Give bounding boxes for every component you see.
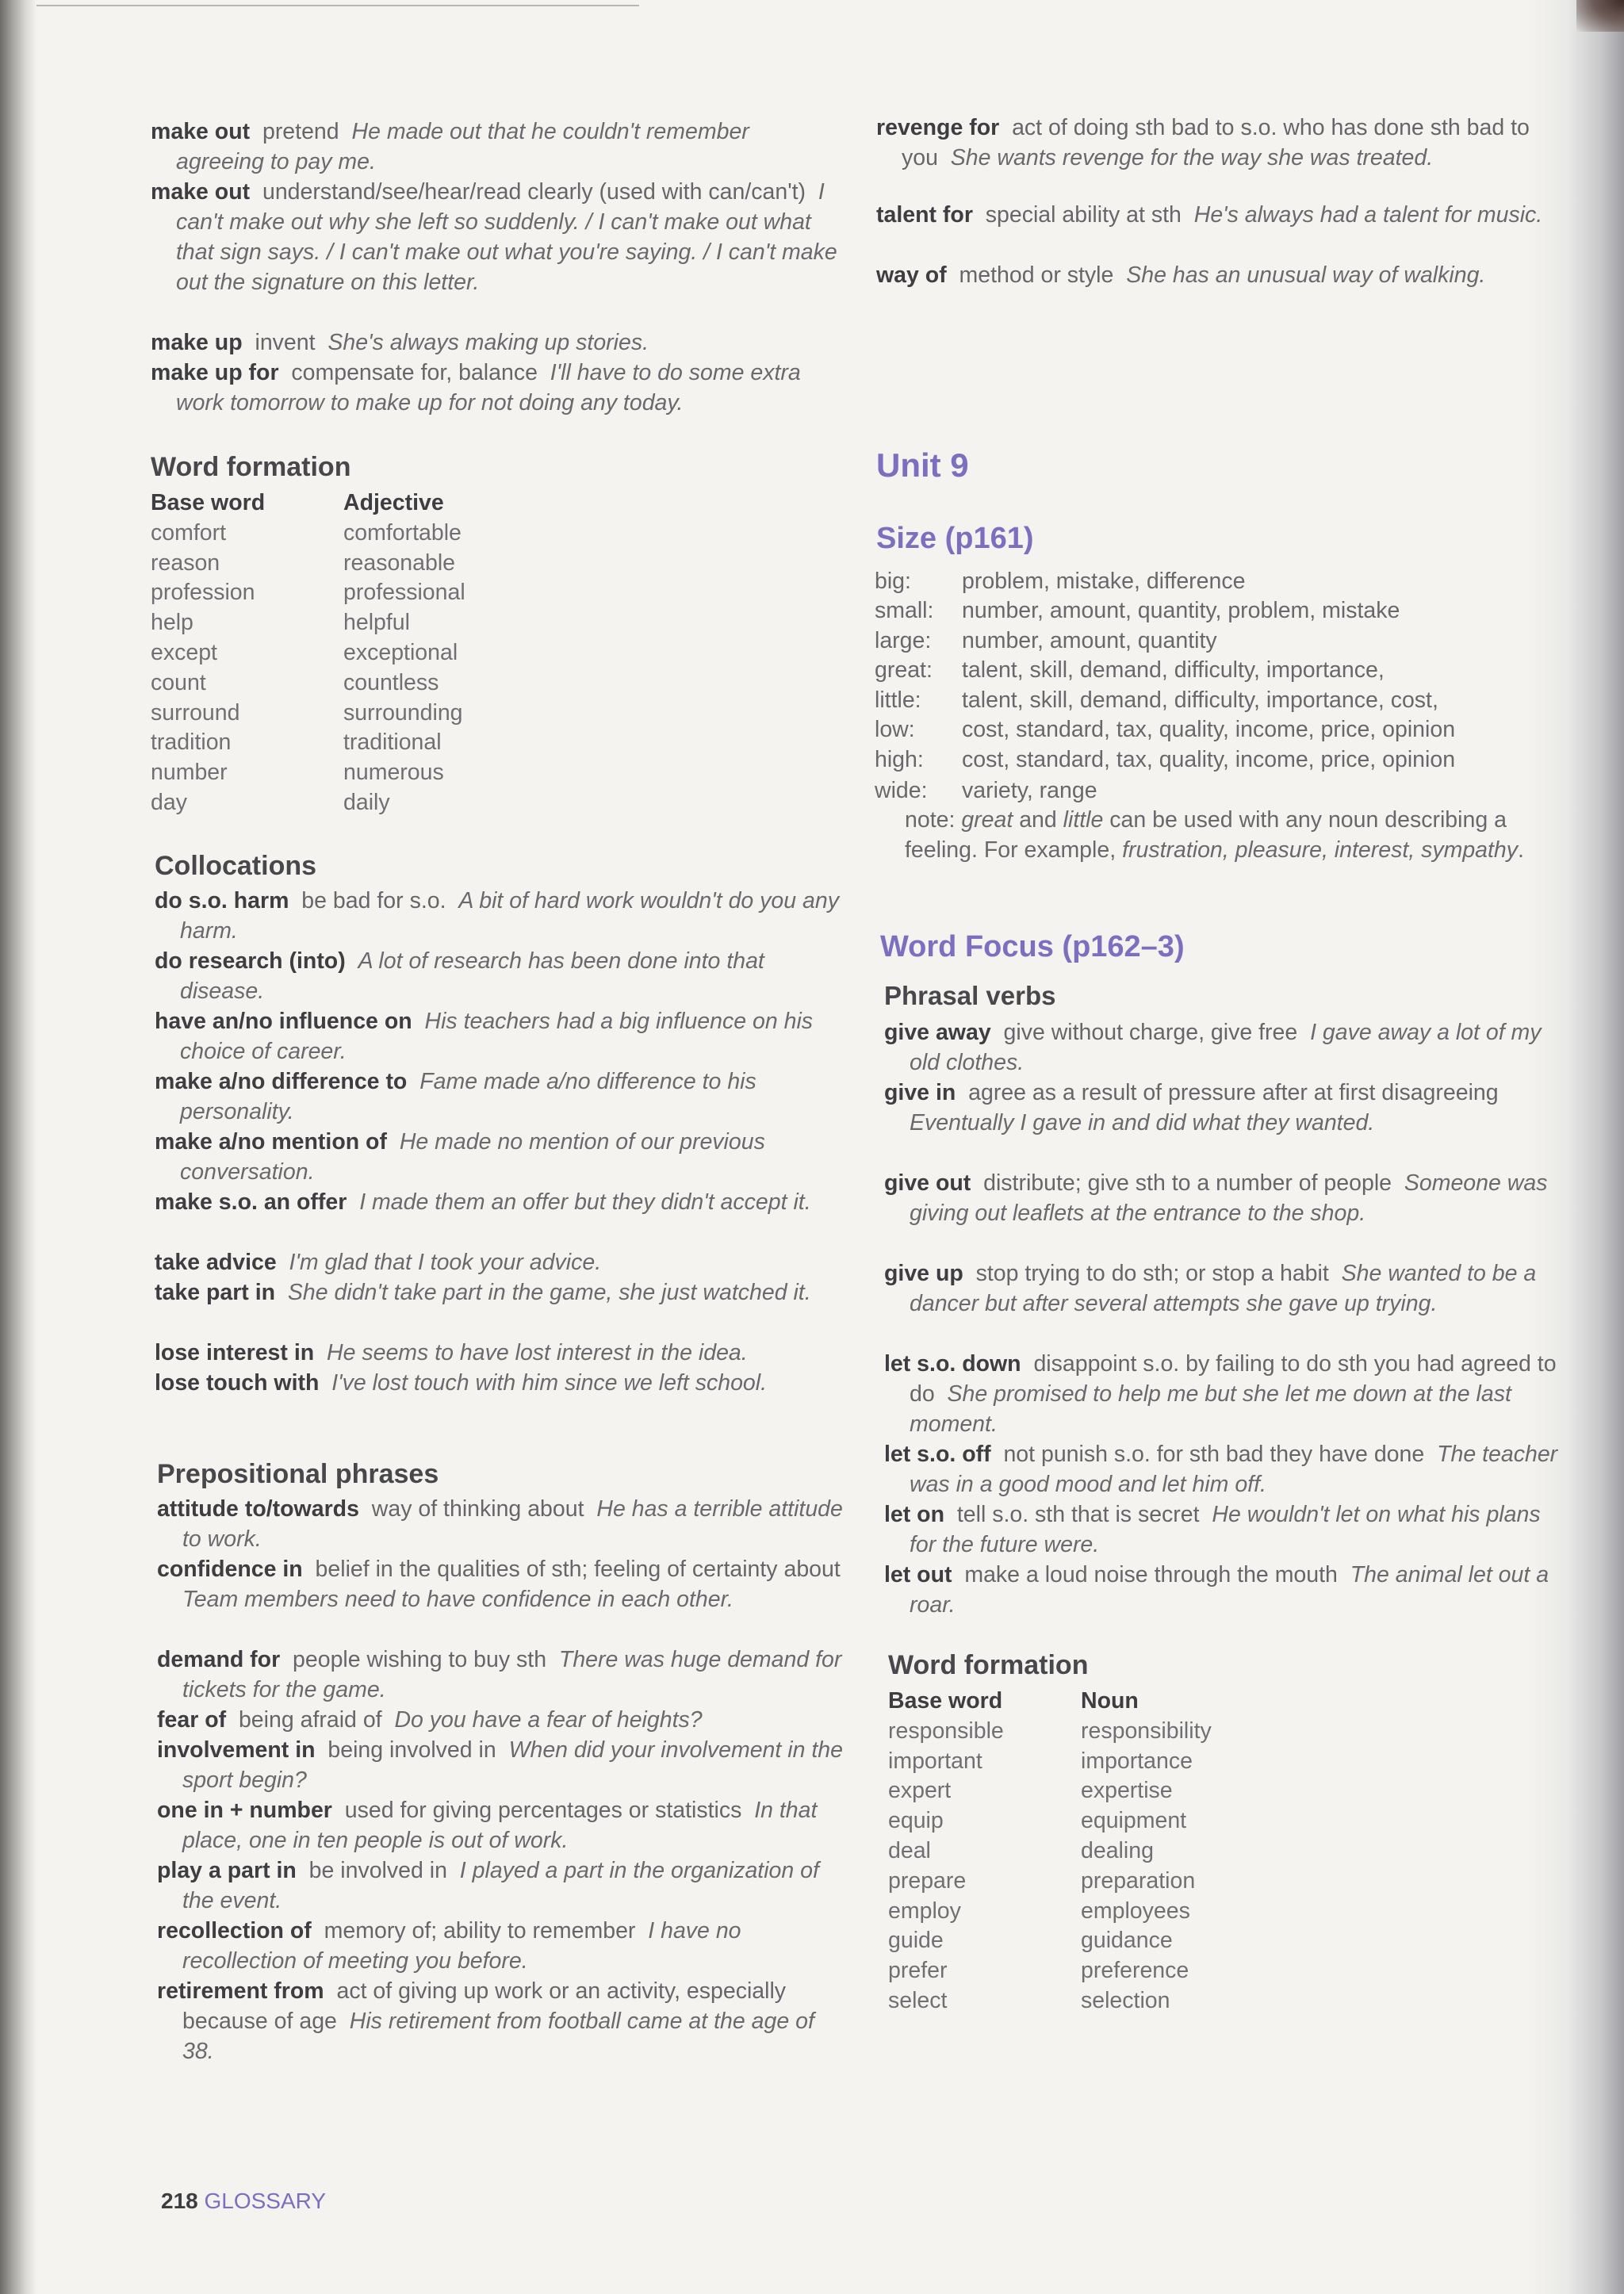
entry-term: do research (into) bbox=[155, 948, 346, 974]
glossary-entry bbox=[884, 1078, 1558, 1138]
size-adjective: little: bbox=[875, 687, 921, 713]
size-row bbox=[875, 745, 1455, 775]
entry-example: She's always making up stories. bbox=[327, 330, 649, 355]
entry-example: Fame made a/no difference to his personality. bbox=[180, 1069, 756, 1124]
table-row bbox=[888, 1836, 1212, 1867]
derived-word: dealing bbox=[1081, 1837, 1154, 1863]
glossary-entry bbox=[876, 200, 1550, 230]
glossary-entry bbox=[155, 946, 845, 1006]
table-row bbox=[888, 1776, 1212, 1806]
size-nouns: cost, standard, tax, quality, income, price, opinion bbox=[962, 717, 1456, 742]
entry-term: give away bbox=[884, 1020, 991, 1045]
size-row bbox=[875, 655, 1385, 685]
base-word: tradition bbox=[151, 730, 232, 756]
entry-definition: distribute; give sth to a number of people bbox=[983, 1170, 1392, 1196]
entry-term: give up bbox=[884, 1261, 963, 1286]
entry-term: make out bbox=[151, 179, 251, 205]
table-row bbox=[888, 1717, 1212, 1747]
column-header: Base word bbox=[151, 490, 266, 515]
table-row bbox=[151, 699, 465, 729]
column-header: Adjective bbox=[343, 490, 444, 515]
glossary-entry bbox=[884, 1560, 1558, 1620]
table-header-row bbox=[151, 488, 465, 519]
table-row bbox=[151, 788, 465, 818]
entry-definition: be bad for s.o. bbox=[301, 888, 446, 913]
entry-term: retirement from bbox=[157, 1978, 324, 2004]
size-nouns: problem, mistake, difference bbox=[962, 569, 1246, 594]
derived-word: responsibility bbox=[1081, 1718, 1212, 1744]
note-prefix: note: bbox=[905, 807, 962, 833]
base-word: guide bbox=[888, 1928, 944, 1954]
entry-definition: act of doing sth bad to s.o. who has done sth bad to you bbox=[902, 115, 1530, 170]
entry-definition: belief in the qualities of sth; feeling of certainty about bbox=[315, 1557, 841, 1582]
entry-term: make out bbox=[151, 119, 251, 144]
entry-example: He seems to have lost interest in the idea. bbox=[327, 1340, 748, 1365]
base-word: equip bbox=[888, 1808, 944, 1834]
entry-term: make up for bbox=[151, 360, 279, 385]
glossary-entry bbox=[157, 1645, 847, 1705]
entry-term: have an/no influence on bbox=[155, 1009, 412, 1034]
entry-example: I've lost touch with him since we left school. bbox=[331, 1370, 768, 1396]
glossary-entry bbox=[884, 1349, 1558, 1439]
page-footer bbox=[161, 2189, 326, 2214]
glossary-entry bbox=[151, 327, 841, 358]
derived-word: numerous bbox=[343, 760, 444, 786]
entry-example: He's always had a talent for music. bbox=[1193, 202, 1543, 228]
table-row bbox=[151, 608, 465, 638]
derived-word: helpful bbox=[343, 610, 410, 636]
size-nouns: talent, skill, demand, difficulty, importance, cost, bbox=[962, 687, 1438, 713]
size-row bbox=[875, 714, 1455, 745]
base-word: select bbox=[888, 1987, 948, 2013]
size-nouns: number, amount, quantity, problem, mistake bbox=[962, 598, 1400, 623]
size-adjective: low: bbox=[875, 717, 915, 742]
page-corner bbox=[1576, 0, 1624, 32]
word-formation-table bbox=[888, 1687, 1212, 2016]
entry-definition: disappoint s.o. by failing to do sth you had agreed to do bbox=[910, 1351, 1557, 1407]
glossary-entry bbox=[155, 886, 845, 946]
entry-term: give in bbox=[884, 1080, 956, 1105]
note-text: can be used with any noun describing a feeling. For example, bbox=[905, 807, 1507, 863]
glossary-entry bbox=[876, 113, 1550, 173]
base-word: deal bbox=[888, 1837, 931, 1863]
table-row bbox=[888, 1747, 1212, 1777]
entry-term: attitude to/towards bbox=[157, 1496, 359, 1522]
table-row bbox=[151, 578, 465, 608]
section-heading-collocations: Collocations bbox=[155, 851, 317, 881]
size-row bbox=[875, 596, 1400, 626]
entry-term: make a/no difference to bbox=[155, 1069, 408, 1094]
entry-definition: used for giving percentages or statistics bbox=[344, 1798, 742, 1823]
table-row bbox=[888, 1926, 1212, 1956]
size-nouns: cost, standard, tax, quality, income, price, opinion bbox=[962, 747, 1456, 772]
entry-example: I gave away a lot of my old clothes. bbox=[910, 1020, 1542, 1075]
entry-example: I'll have to do some extra work tomorrow to make up for not doing any today. bbox=[176, 360, 801, 416]
glossary-entry bbox=[151, 177, 841, 297]
size-note bbox=[905, 805, 1531, 865]
entry-definition: not punish s.o. for sth bad they have done bbox=[1003, 1442, 1425, 1467]
size-nouns: variety, range bbox=[962, 778, 1097, 803]
glossary-entry bbox=[157, 1916, 847, 1976]
size-adjective: high: bbox=[875, 747, 924, 772]
derived-word: preference bbox=[1081, 1958, 1189, 1984]
derived-word: equipment bbox=[1081, 1808, 1187, 1834]
entry-term: give out bbox=[884, 1170, 971, 1196]
base-word: profession bbox=[151, 580, 255, 606]
base-word: important bbox=[888, 1748, 982, 1774]
entry-example: He made no mention of our previous conversation. bbox=[180, 1129, 765, 1185]
column-header: Base word bbox=[888, 1688, 1003, 1714]
derived-word: daily bbox=[343, 789, 390, 815]
derived-word: preparation bbox=[1081, 1867, 1196, 1894]
entry-example: Team members need to have confidence in each other. bbox=[182, 1587, 733, 1612]
glossary-entry bbox=[157, 1494, 847, 1554]
note-word: great bbox=[961, 807, 1013, 833]
entry-definition: special ability at sth bbox=[985, 202, 1182, 228]
entry-example: I played a part in the organization of the event. bbox=[182, 1858, 819, 1913]
table-row bbox=[151, 519, 465, 549]
base-word: day bbox=[151, 789, 187, 815]
entry-example: A lot of research has been done into that disease. bbox=[180, 948, 764, 1004]
base-word: count bbox=[151, 669, 206, 695]
page-binding-shadow bbox=[0, 0, 36, 2294]
entry-example: A bit of hard work wouldn't do you any harm. bbox=[180, 888, 840, 944]
note-text: . bbox=[1518, 837, 1524, 863]
entry-term: let on bbox=[884, 1502, 944, 1527]
derived-word: selection bbox=[1081, 1987, 1170, 2013]
entry-definition: be involved in bbox=[308, 1858, 447, 1883]
unit-heading: Unit 9 bbox=[876, 446, 969, 484]
entry-definition: understand/see/hear/read clearly (used with can/can't) bbox=[262, 179, 806, 205]
derived-word: professional bbox=[343, 580, 465, 606]
table-row bbox=[151, 728, 465, 758]
size-adjective: small: bbox=[875, 598, 934, 623]
entry-definition: people wishing to buy sth bbox=[293, 1647, 547, 1672]
base-word: reason bbox=[151, 550, 220, 576]
entry-example: He wouldn't let on what his plans for the future were. bbox=[910, 1502, 1541, 1557]
glossary-entry bbox=[157, 1705, 847, 1735]
table-row bbox=[151, 549, 465, 579]
table-row bbox=[888, 1806, 1212, 1836]
glossary-entry bbox=[155, 1067, 845, 1127]
entry-definition: memory of; ability to remember bbox=[324, 1918, 636, 1944]
size-row bbox=[875, 626, 1217, 656]
glossary-entry bbox=[884, 1168, 1558, 1228]
entry-definition: invent bbox=[255, 330, 316, 355]
entry-term: confidence in bbox=[157, 1557, 303, 1582]
note-examples: frustration, pleasure, interest, sympathy bbox=[1122, 837, 1519, 863]
size-adjective: great: bbox=[875, 657, 933, 683]
entry-term: lose interest in bbox=[155, 1340, 315, 1365]
entry-term: one in + number bbox=[157, 1798, 332, 1823]
page-section-label: GLOSSARY bbox=[204, 2189, 327, 2213]
table-row bbox=[151, 638, 465, 668]
derived-word: employees bbox=[1081, 1898, 1190, 1924]
base-word: prefer bbox=[888, 1958, 948, 1984]
table-header-row bbox=[888, 1687, 1212, 1717]
entry-definition: make a loud noise through the mouth bbox=[964, 1562, 1338, 1587]
glossary-entry bbox=[157, 1795, 847, 1855]
derived-word: importance bbox=[1081, 1748, 1193, 1774]
entry-example: In that place, one in ten people is out of work. bbox=[182, 1798, 818, 1853]
size-row bbox=[875, 776, 1097, 806]
table-row bbox=[888, 1986, 1212, 2016]
base-word: prepare bbox=[888, 1867, 967, 1894]
derived-word: reasonable bbox=[343, 550, 456, 576]
page-right-shadow bbox=[1529, 0, 1624, 2294]
size-nouns: number, amount, quantity bbox=[962, 628, 1217, 653]
table-row bbox=[888, 1867, 1212, 1897]
glossary-entry bbox=[155, 1127, 845, 1187]
base-word: comfort bbox=[151, 519, 227, 546]
glossary-entry bbox=[884, 1258, 1558, 1319]
glossary-entry bbox=[157, 1855, 847, 1916]
subheading-phrasal-verbs: Phrasal verbs bbox=[884, 981, 1056, 1010]
glossary-entry bbox=[157, 1554, 847, 1614]
entry-definition: method or style bbox=[959, 262, 1114, 288]
entry-term: recollection of bbox=[157, 1918, 312, 1944]
entry-term: make s.o. an offer bbox=[155, 1189, 347, 1215]
entry-definition: way of thinking about bbox=[371, 1496, 584, 1522]
section-heading-word-focus: Word Focus (p162–3) bbox=[880, 930, 1185, 963]
table-row bbox=[888, 1956, 1212, 1986]
entry-definition: tell s.o. sth that is secret bbox=[956, 1502, 1200, 1527]
entry-term: let out bbox=[884, 1562, 952, 1587]
word-formation-table bbox=[151, 488, 465, 818]
entry-example: The teacher was in a good mood and let him off. bbox=[910, 1442, 1558, 1497]
entry-term: make up bbox=[151, 330, 243, 355]
base-word: help bbox=[151, 610, 193, 636]
entry-term: play a part in bbox=[157, 1858, 297, 1883]
entry-example: She wanted to be a dancer but after several attempts she gave up trying. bbox=[910, 1261, 1537, 1316]
glossary-entry bbox=[155, 1187, 845, 1217]
entry-term: fear of bbox=[157, 1707, 227, 1733]
entry-definition: being afraid of bbox=[238, 1707, 382, 1733]
derived-word: guidance bbox=[1081, 1928, 1173, 1954]
glossary-entry bbox=[151, 358, 841, 418]
entry-example: He made out that he couldn't remember agreeing to pay me. bbox=[176, 119, 749, 174]
entry-term: take advice bbox=[155, 1250, 277, 1275]
entry-example: The animal let out a roar. bbox=[910, 1562, 1549, 1618]
glossary-entry bbox=[155, 1338, 845, 1368]
entry-example: She didn't take part in the game, she just watched it. bbox=[287, 1280, 811, 1305]
size-adjective: big: bbox=[875, 569, 911, 594]
glossary-entry bbox=[157, 1976, 847, 2066]
table-row bbox=[888, 1897, 1212, 1927]
entry-example: When did your involvement in the sport begin? bbox=[182, 1737, 843, 1793]
entry-term: involvement in bbox=[157, 1737, 316, 1763]
base-word: responsible bbox=[888, 1718, 1004, 1744]
glossary-entry bbox=[884, 1017, 1558, 1078]
entry-example: I'm glad that I took your advice. bbox=[289, 1250, 602, 1275]
section-heading-word-formation: Word formation bbox=[151, 452, 351, 482]
entry-definition: being involved in bbox=[327, 1737, 496, 1763]
size-adjective: large: bbox=[875, 628, 932, 653]
entry-definition: act of giving up work or an activity, especially because of age bbox=[182, 1978, 787, 2034]
derived-word: countless bbox=[343, 669, 439, 695]
glossary-entry bbox=[155, 1368, 845, 1398]
table-row bbox=[151, 668, 465, 699]
entry-example: She has an unusual way of walking. bbox=[1126, 262, 1486, 288]
section-heading-prepositional-phrases: Prepositional phrases bbox=[157, 1459, 439, 1489]
section-heading-size: Size (p161) bbox=[876, 522, 1034, 555]
glossary-entry bbox=[151, 117, 841, 177]
entry-term: talent for bbox=[876, 202, 973, 228]
entry-term: lose touch with bbox=[155, 1370, 320, 1396]
page-number: 218 bbox=[161, 2189, 198, 2213]
entry-example: She promised to help me but she let me down at the last moment. bbox=[910, 1381, 1511, 1437]
entry-example: Do you have a fear of heights? bbox=[394, 1707, 703, 1733]
entry-definition: give without charge, give free bbox=[1003, 1020, 1298, 1045]
column-header: Noun bbox=[1081, 1688, 1139, 1714]
glossary-entry bbox=[884, 1499, 1558, 1560]
size-row bbox=[875, 566, 1245, 596]
base-word: number bbox=[151, 760, 228, 786]
size-row bbox=[875, 685, 1438, 715]
entry-example: She wants revenge for the way she was treated. bbox=[950, 145, 1434, 170]
base-word: surround bbox=[151, 699, 240, 726]
entry-example: I have no recollection of meeting you before. bbox=[182, 1918, 741, 1974]
entry-example: I can't make out why she left so suddenly. / I can't make out what that sign says. / I can't make out what you're saying. / I can't make out the signature on this letter. bbox=[176, 179, 837, 295]
base-word: expert bbox=[888, 1778, 952, 1804]
entry-definition: agree as a result of pressure after at first disagreeing bbox=[968, 1080, 1499, 1105]
entry-term: revenge for bbox=[876, 115, 1000, 140]
derived-word: surrounding bbox=[343, 699, 463, 726]
table-row bbox=[151, 758, 465, 788]
entry-term: let s.o. down bbox=[884, 1351, 1021, 1377]
entry-example: His retirement from football came at the age of 38. bbox=[182, 2009, 814, 2064]
entry-term: make a/no mention of bbox=[155, 1129, 387, 1155]
entry-definition: compensate for, balance bbox=[291, 360, 538, 385]
entry-term: way of bbox=[876, 262, 947, 288]
derived-word: expertise bbox=[1081, 1778, 1173, 1804]
entry-example: Eventually I gave in and did what they wanted. bbox=[910, 1110, 1375, 1136]
entry-definition: pretend bbox=[262, 119, 339, 144]
glossary-entry bbox=[155, 1006, 845, 1067]
note-word: little bbox=[1063, 807, 1104, 833]
derived-word: exceptional bbox=[343, 639, 458, 665]
entry-definition: stop trying to do sth; or stop a habit bbox=[975, 1261, 1329, 1286]
base-word: employ bbox=[888, 1898, 961, 1924]
entry-term: do s.o. harm bbox=[155, 888, 289, 913]
entry-term: let s.o. off bbox=[884, 1442, 991, 1467]
glossary-entry bbox=[155, 1277, 845, 1308]
entry-example: I made them an offer but they didn't accept it. bbox=[359, 1189, 811, 1215]
glossary-entry bbox=[876, 260, 1550, 290]
entry-example: His teachers had a big influence on his choice of career. bbox=[180, 1009, 814, 1064]
page-top-edge bbox=[36, 5, 639, 6]
glossary-entry bbox=[157, 1735, 847, 1795]
size-adjective: wide: bbox=[875, 778, 928, 803]
section-heading-word-formation: Word formation bbox=[888, 1650, 1089, 1680]
note-text: and bbox=[1013, 807, 1063, 833]
entry-example: Someone was giving out leaflets at the entrance to the shop. bbox=[910, 1170, 1548, 1226]
size-nouns: talent, skill, demand, difficulty, importance, bbox=[962, 657, 1385, 683]
entry-example: There was huge demand for tickets for the game. bbox=[182, 1647, 842, 1702]
base-word: except bbox=[151, 639, 217, 665]
glossary-entry bbox=[884, 1439, 1558, 1499]
derived-word: comfortable bbox=[343, 519, 462, 546]
entry-term: take part in bbox=[155, 1280, 276, 1305]
derived-word: traditional bbox=[343, 730, 442, 756]
entry-term: demand for bbox=[157, 1647, 281, 1672]
glossary-entry bbox=[155, 1247, 845, 1277]
entry-example: He has a terrible attitude to work. bbox=[182, 1496, 843, 1552]
